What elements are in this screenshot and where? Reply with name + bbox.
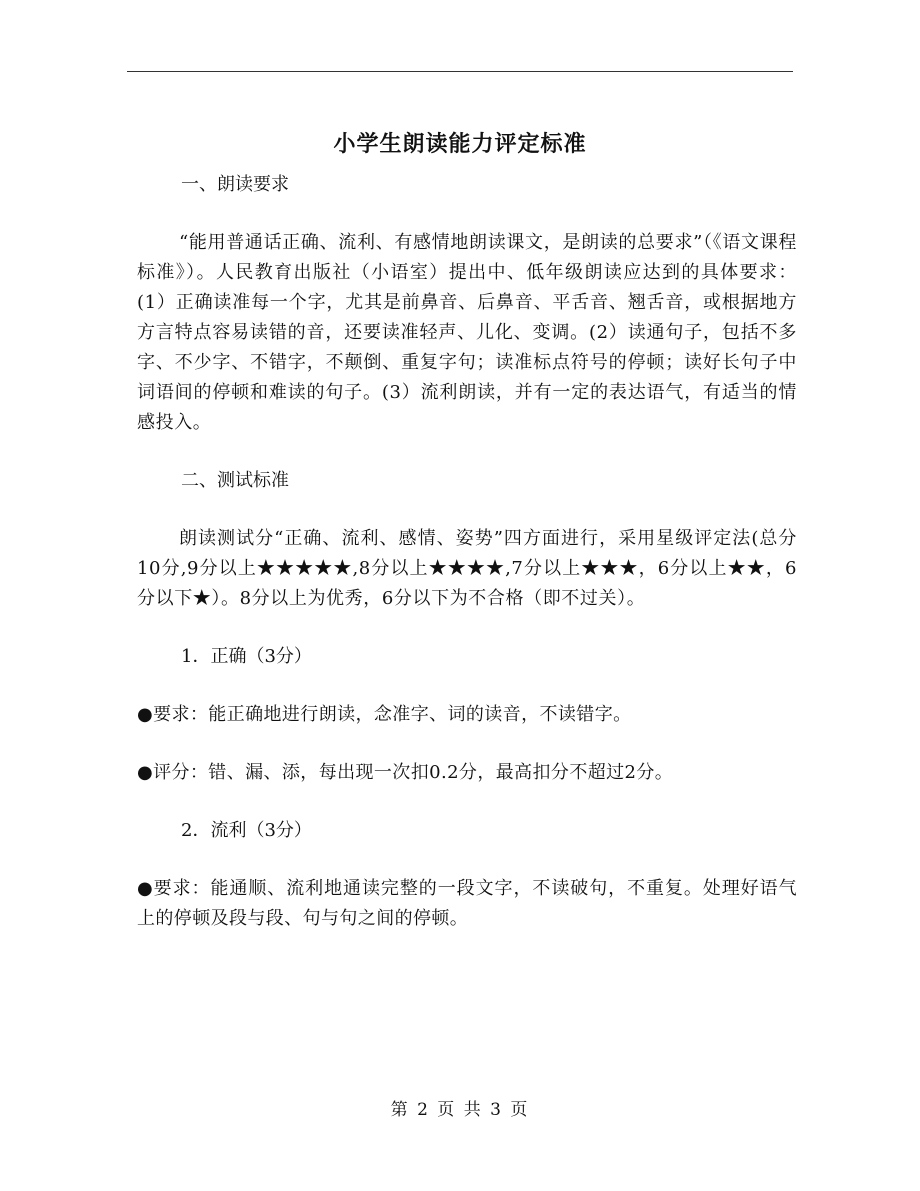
paragraph-test-standards: 朗读测试分“正确、流利、感情、姿势”四方面进行，采用星级评定法(总分10分,9分以上★★★★★,8分以上★★★★,7分以上★★★，6分以上★★，6分以下★）。8分以上为优秀，6分以下为不合格（即不过关）。 [137, 528, 797, 609]
document-title: 小学生朗读能力评定标准 [333, 130, 587, 157]
section-heading-test-standards: 二、测试标准 [181, 470, 289, 491]
paragraph-reading-requirements: “能用普通话正确、流利、有感情地朗读课文，是朗读的总要求”（《语文课程标准》）。人民教育出版社（小语室）提出中、低年级朗读应达到的具体要求：(1）正确读准每一个字，尤其是前鼻音、后鼻音、平舌音、翘舌音，或根据地方方言特点容易读错的音，还要读准轻声、儿化、变调。(2）读通句子，包括不多字、不少字、不错字，不颠倒、重复字句；读准标点符号的停顿；读好长句子中词语间的停顿和难读的句子。(3）流利朗读，并有一定的表达语气，有适当的情感投入。 [137, 232, 797, 433]
page-number-footer: 第 2 页 共 3 页 [390, 1100, 530, 1120]
document-body [137, 170, 797, 934]
section-heading-reading-requirements: 一、朗读要求 [181, 174, 289, 195]
header-rule [127, 71, 793, 72]
bullet-accuracy-scoring: ●评分：错、漏、添，每出现一次扣0.2分，最高扣分不超过2分。 [137, 762, 674, 783]
bullet-fluency-requirement: ●要求：能通顺、流利地通读完整的一段文字，不读破句，不重复。处理好语气上的停顿及段与段、句与句之间的停顿。 [137, 878, 797, 929]
item-heading-fluency: 2．流利（3分） [181, 820, 312, 841]
item-heading-accuracy: 1．正确（3分） [181, 646, 312, 667]
bullet-accuracy-requirement: ●要求：能正确地进行朗读，念准字、词的读音，不读错字。 [137, 704, 632, 725]
